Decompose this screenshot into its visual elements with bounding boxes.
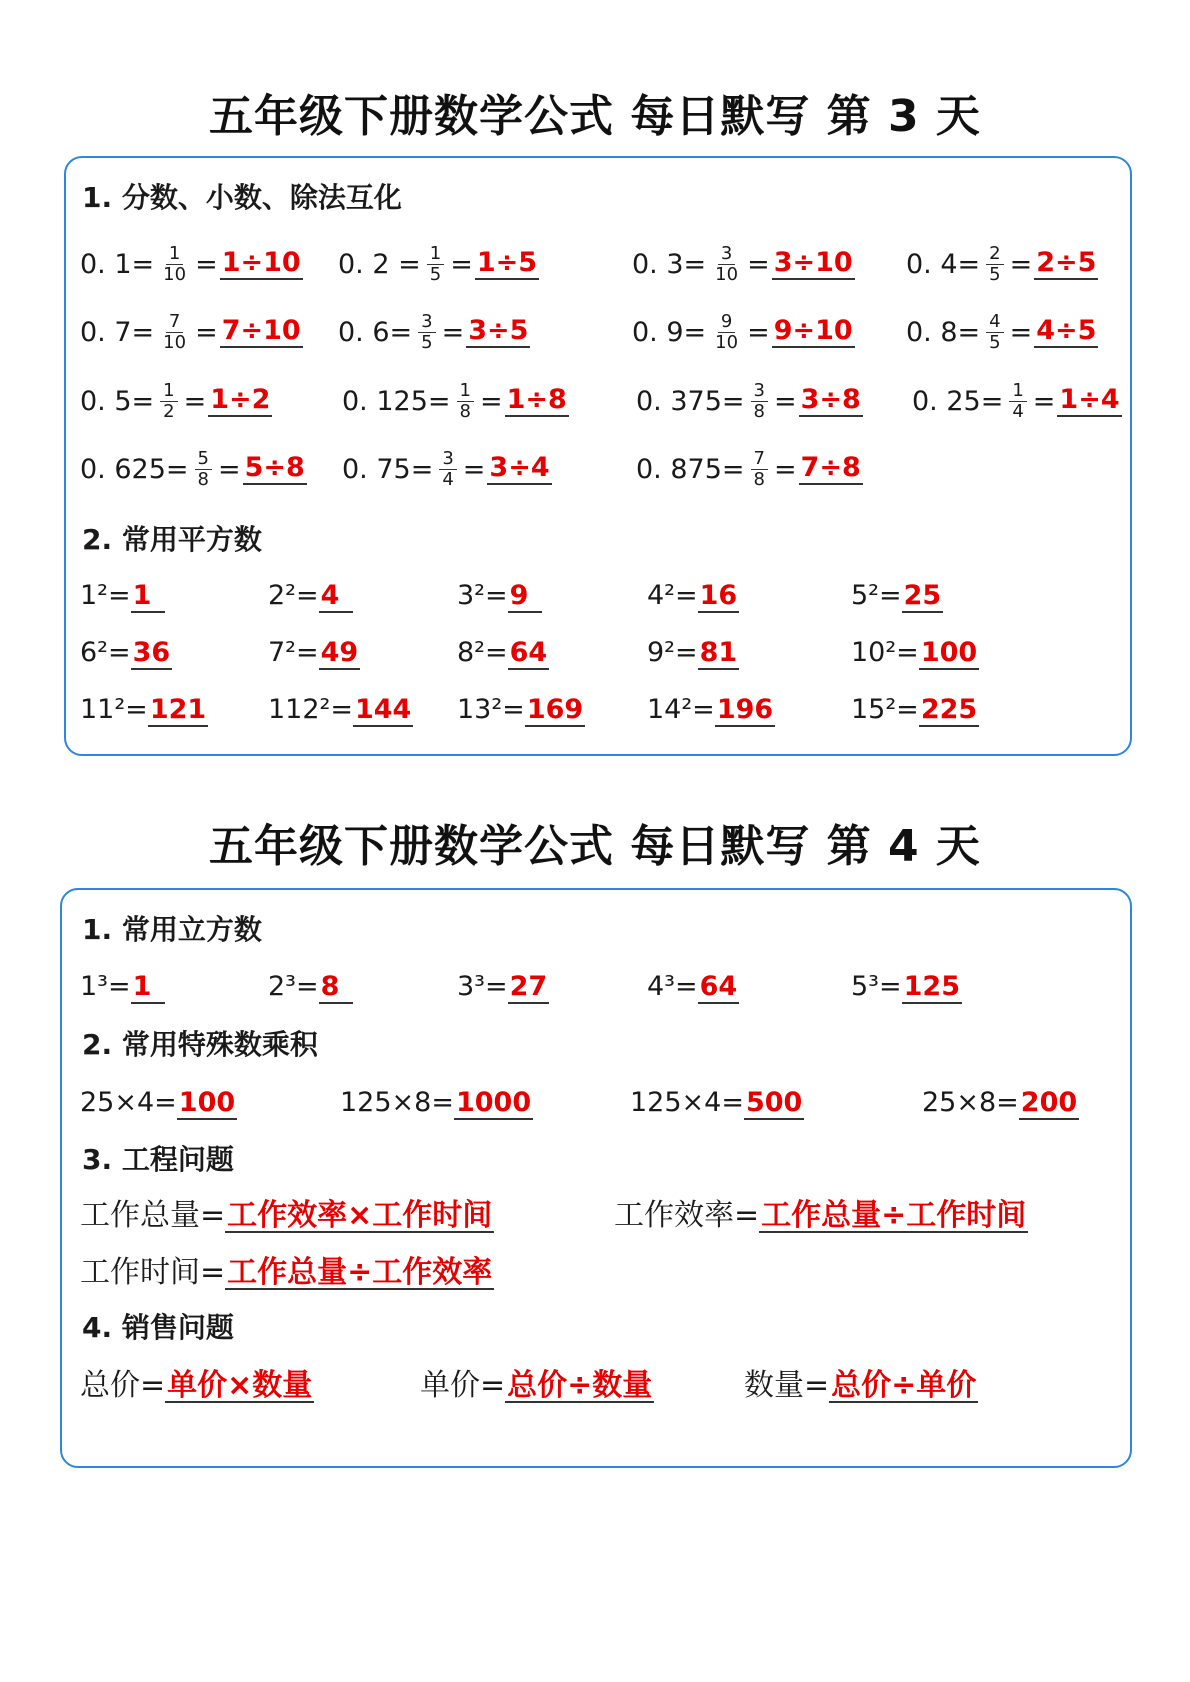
square-item-question: 7²= <box>268 637 319 668</box>
square-item-question: 13²= <box>457 694 525 725</box>
square-item-question: 9²= <box>647 637 698 668</box>
square-item <box>268 576 353 616</box>
cube-item-question: 3³= <box>457 971 508 1002</box>
square-item <box>80 576 165 616</box>
cube-item-question: 2³= <box>268 971 319 1002</box>
product-item-question: 25×8= <box>922 1087 1019 1118</box>
product-item <box>80 1083 237 1123</box>
cube-item <box>851 967 962 1007</box>
fraction <box>751 449 768 490</box>
equals-sign: = <box>773 385 797 417</box>
fraction-item <box>906 302 1098 362</box>
cube-item-answer: 1 <box>131 972 165 1004</box>
decimal-label: 0. 9= <box>632 316 707 348</box>
square-item-answer: 36 <box>132 637 171 668</box>
fraction <box>160 312 189 353</box>
sale-formula <box>80 1366 314 1406</box>
equals-sign: = <box>450 248 473 280</box>
cube-item <box>457 967 549 1007</box>
day4-section2-heading: 2. 常用特殊数乘积 <box>82 1028 318 1061</box>
sale-formula <box>744 1366 978 1406</box>
answer: 1÷4 <box>1059 384 1120 415</box>
product-item-answer: 1000 <box>455 1087 532 1118</box>
fraction-numerator: 2 <box>986 244 1003 265</box>
fraction-denominator: 8 <box>753 468 765 490</box>
fraction <box>439 449 456 490</box>
square-item <box>457 576 542 616</box>
square-item-answer: 64 <box>509 637 548 668</box>
decimal-label: 0. 3= <box>632 248 707 280</box>
day4-section1-heading: 1. 常用立方数 <box>82 913 262 946</box>
square-item <box>268 633 360 673</box>
equals-sign: = <box>1009 316 1033 348</box>
decimal-label: 0. 7= <box>80 316 155 348</box>
sale-formula <box>420 1366 654 1406</box>
fraction-numerator: 3 <box>418 312 435 333</box>
answer: 3÷4 <box>489 452 550 483</box>
fraction-item <box>636 439 863 499</box>
square-item <box>80 633 172 673</box>
cube-item <box>268 967 353 1007</box>
square-item <box>851 633 979 673</box>
fraction-item <box>342 371 569 431</box>
answer: 1÷8 <box>506 384 567 415</box>
square-item <box>647 576 739 616</box>
product-item <box>630 1083 804 1123</box>
fraction-denominator: 10 <box>715 331 739 353</box>
product-item-question: 125×8= <box>340 1087 454 1118</box>
sale-formula-answer: 单价×数量 <box>167 1368 313 1403</box>
fraction <box>160 244 189 285</box>
work-formula-answer: 工作效率×工作时间 <box>227 1198 493 1233</box>
fraction-denominator: 5 <box>989 331 1001 353</box>
fraction-denominator: 2 <box>163 400 175 422</box>
sale-formula-question: 总价= <box>80 1368 166 1403</box>
fraction-numerator: 3 <box>718 244 735 265</box>
square-item-question: 14²= <box>647 694 715 725</box>
square-item-answer: 81 <box>699 637 738 668</box>
product-item <box>922 1083 1079 1123</box>
work-formula-question: 工作效率= <box>614 1198 760 1233</box>
answer: 2÷5 <box>1036 247 1097 278</box>
square-item <box>647 633 739 673</box>
decimal-label: 0. 75= <box>342 453 434 485</box>
answer: 1÷5 <box>476 247 538 278</box>
square-item-question: 6²= <box>80 637 131 668</box>
fraction-numerator: 1 <box>427 244 444 265</box>
product-item <box>340 1083 533 1123</box>
square-item-answer: 144 <box>354 694 412 725</box>
square-item-answer: 25 <box>903 580 942 611</box>
fraction-item <box>636 371 863 431</box>
equals-sign: = <box>773 453 797 485</box>
product-item-question: 25×4= <box>80 1087 177 1118</box>
fraction-item <box>912 371 1122 431</box>
square-item-answer: 4 <box>319 581 353 613</box>
square-item <box>268 690 413 730</box>
equals-sign: = <box>183 385 207 417</box>
day4-title: 五年级下册数学公式 每日默写 第 4 天 <box>209 821 981 872</box>
square-item-answer: 16 <box>699 580 738 611</box>
work-formula-answer: 工作总量÷工作时间 <box>761 1198 1027 1233</box>
fraction-numerator: 7 <box>751 449 768 470</box>
answer: 5÷8 <box>244 452 305 483</box>
square-item-question: 1²= <box>80 580 131 611</box>
fraction-item <box>342 439 552 499</box>
square-item-question: 4²= <box>647 580 698 611</box>
square-item <box>851 690 979 730</box>
answer: 3÷8 <box>800 384 861 415</box>
cube-item-answer: 27 <box>509 971 548 1002</box>
work-formula-question: 工作时间= <box>80 1255 226 1290</box>
decimal-label: 0. 2 = <box>338 248 421 280</box>
fraction-item <box>338 302 530 362</box>
fraction <box>986 312 1003 353</box>
fraction <box>751 381 768 422</box>
square-item-answer: 121 <box>149 694 207 725</box>
fraction-denominator: 10 <box>163 331 187 353</box>
sale-formula-answer: 总价÷单价 <box>831 1368 977 1403</box>
fraction-numerator: 4 <box>986 312 1003 333</box>
product-item-answer: 100 <box>178 1087 236 1118</box>
fraction-item <box>80 439 307 499</box>
decimal-label: 0. 125= <box>342 385 451 417</box>
fraction-numerator: 1 <box>160 381 177 402</box>
equals-sign: = <box>195 248 218 280</box>
cube-item <box>647 967 739 1007</box>
equals-sign: = <box>1009 248 1033 280</box>
square-item-answer: 1 <box>131 581 165 613</box>
work-formula <box>614 1196 1028 1236</box>
square-item-answer: 196 <box>716 694 774 725</box>
fraction-numerator: 7 <box>166 312 183 333</box>
decimal-label: 0. 8= <box>906 316 981 348</box>
equals-sign: = <box>747 248 770 280</box>
square-item-question: 3²= <box>457 580 508 611</box>
square-item-question: 8²= <box>457 637 508 668</box>
cube-item-answer: 64 <box>699 971 738 1002</box>
cube-item-question: 1³= <box>80 971 131 1002</box>
fraction-denominator: 10 <box>163 263 187 285</box>
square-item <box>80 690 208 730</box>
square-item <box>647 690 775 730</box>
fraction <box>195 449 212 490</box>
square-item <box>457 690 585 730</box>
product-item-question: 125×4= <box>630 1087 744 1118</box>
answer: 1÷2 <box>210 384 271 415</box>
equals-sign: = <box>1032 385 1056 417</box>
fraction-item <box>632 234 855 294</box>
decimal-label: 0. 1= <box>80 248 155 280</box>
square-item-question: 5²= <box>851 580 902 611</box>
square-item-answer: 169 <box>526 694 584 725</box>
fraction-numerator: 3 <box>439 449 456 470</box>
sale-formula-question: 数量= <box>744 1368 830 1403</box>
fraction <box>418 312 435 353</box>
fraction <box>160 381 177 422</box>
sale-formula-question: 单价= <box>420 1368 506 1403</box>
cube-item-question: 4³= <box>647 971 698 1002</box>
day4-section4-heading: 4. 销售问题 <box>82 1311 234 1344</box>
fraction-item <box>338 234 539 294</box>
fraction-item <box>906 234 1098 294</box>
square-item <box>851 576 943 616</box>
fraction-denominator: 5 <box>989 263 1001 285</box>
fraction-numerator: 1 <box>166 244 183 265</box>
square-item-question: 11²= <box>80 694 148 725</box>
square-item-answer: 225 <box>920 694 978 725</box>
day3-section2-heading: 2. 常用平方数 <box>82 523 262 556</box>
cube-item-answer: 125 <box>903 971 960 1002</box>
fraction <box>986 244 1003 285</box>
fraction-denominator: 8 <box>197 468 209 490</box>
fraction-denominator: 4 <box>442 468 454 490</box>
square-item-question: 2²= <box>268 580 319 611</box>
product-item-answer: 200 <box>1020 1087 1078 1118</box>
square-item <box>457 633 549 673</box>
square-item-question: 15²= <box>851 694 919 725</box>
decimal-label: 0. 375= <box>636 385 745 417</box>
equals-sign: = <box>195 316 218 348</box>
square-item-answer: 49 <box>320 637 359 668</box>
fraction-numerator: 1 <box>1009 381 1026 402</box>
fraction-numerator: 9 <box>718 312 735 333</box>
square-item-answer: 100 <box>920 637 978 668</box>
product-item-answer: 500 <box>745 1087 803 1118</box>
fraction-item <box>80 234 303 294</box>
answer: 4÷5 <box>1036 315 1097 346</box>
day4-section3-heading: 3. 工程问题 <box>82 1143 234 1176</box>
fraction-item <box>632 302 855 362</box>
work-formula <box>80 1253 494 1293</box>
equals-sign: = <box>462 453 486 485</box>
work-formula <box>80 1196 494 1236</box>
answer: 7÷10 <box>221 315 301 346</box>
fraction-item <box>80 302 303 362</box>
answer: 3÷5 <box>468 315 529 346</box>
fraction-numerator: 1 <box>457 381 474 402</box>
fraction-numerator: 3 <box>751 381 768 402</box>
equals-sign: = <box>217 453 241 485</box>
decimal-label: 0. 625= <box>80 453 189 485</box>
fraction <box>427 244 444 285</box>
square-item-question: 10²= <box>851 637 919 668</box>
decimal-label: 0. 25= <box>912 385 1004 417</box>
sale-formula-answer: 总价÷数量 <box>507 1368 653 1403</box>
answer: 1÷10 <box>221 247 301 278</box>
equals-sign: = <box>747 316 770 348</box>
fraction-denominator: 8 <box>753 400 765 422</box>
square-item-question: 112²= <box>268 694 353 725</box>
decimal-label: 0. 4= <box>906 248 981 280</box>
cube-item <box>80 967 165 1007</box>
answer: 9÷10 <box>773 315 853 346</box>
cube-item-answer: 8 <box>319 972 353 1004</box>
fraction-item <box>80 371 272 431</box>
fraction <box>457 381 474 422</box>
fraction-numerator: 5 <box>195 449 212 470</box>
fraction <box>712 312 741 353</box>
day3-section1-heading: 1. 分数、小数、除法互化 <box>82 181 402 214</box>
work-formula-answer: 工作总量÷工作效率 <box>227 1255 493 1290</box>
fraction-denominator: 5 <box>429 263 442 285</box>
cube-item-question: 5³= <box>851 971 902 1002</box>
fraction-denominator: 8 <box>459 400 471 422</box>
answer: 3÷10 <box>773 247 853 278</box>
equals-sign: = <box>441 316 465 348</box>
work-formula-question: 工作总量= <box>80 1198 226 1233</box>
equals-sign: = <box>479 385 503 417</box>
decimal-label: 0. 875= <box>636 453 745 485</box>
decimal-label: 0. 5= <box>80 385 155 417</box>
fraction-denominator: 4 <box>1012 400 1024 422</box>
square-item-answer: 9 <box>508 581 542 613</box>
day3-title: 五年级下册数学公式 每日默写 第 3 天 <box>209 91 981 142</box>
decimal-label: 0. 6= <box>338 316 413 348</box>
fraction <box>712 244 741 285</box>
fraction-denominator: 10 <box>715 263 739 285</box>
fraction <box>1009 381 1026 422</box>
fraction-denominator: 5 <box>421 331 433 353</box>
answer: 7÷8 <box>800 452 861 483</box>
